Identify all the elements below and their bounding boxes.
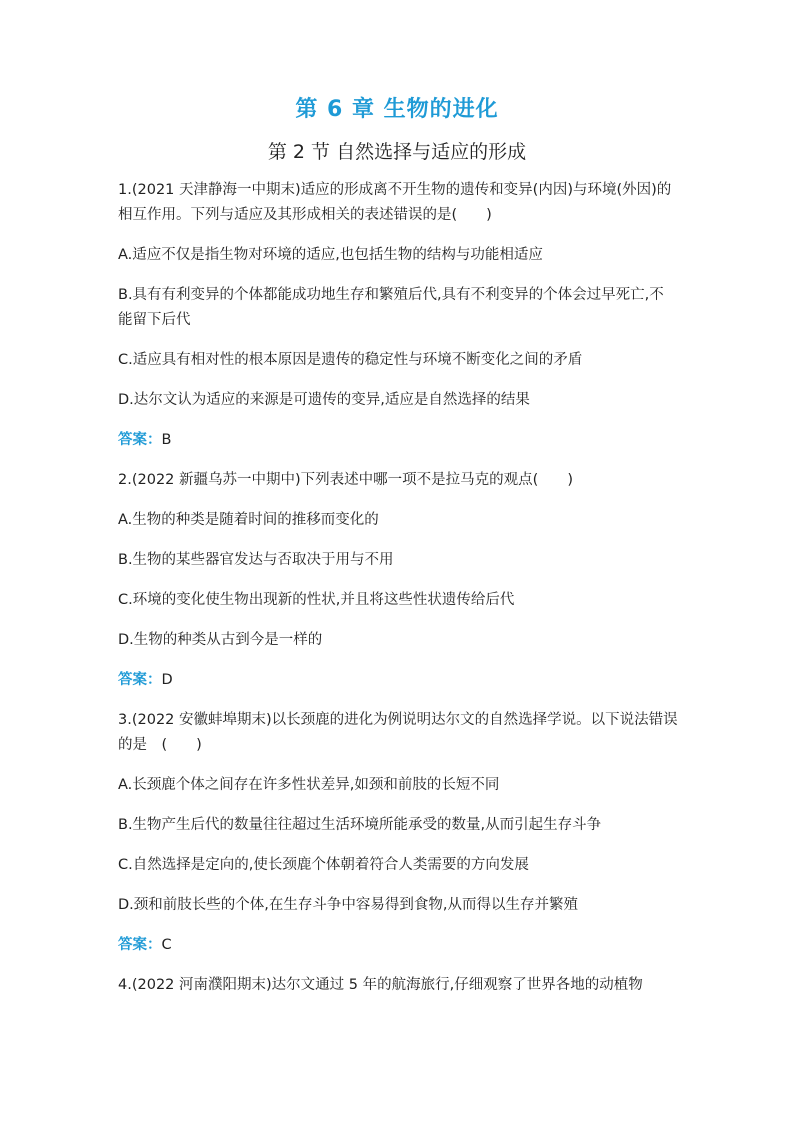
option-c: C.自然选择是定向的,使长颈鹿个体朝着符合人类需要的方向发展	[118, 857, 529, 873]
answer-value: C	[161, 937, 172, 953]
option-d: D.达尔文认为适应的来源是可遗传的变异,适应是自然选择的结果	[118, 392, 530, 408]
option-b: B.具有有利变异的个体都能成功地生存和繁殖后代,具有不利变异的个体会过早死亡,不能留下后代	[118, 287, 664, 328]
answer-line	[118, 933, 678, 958]
option-d: D.颈和前肢长些的个体,在生存斗争中容易得到食物,从而得以生存并繁殖	[118, 897, 578, 913]
question-1	[118, 178, 678, 453]
question-stem: 1.(2021 天津静海一中期末)适应的形成离不开生物的遗传和变异(内因)与环境(外因)的相互作用。下列与适应及其形成相关的表述错误的是( )	[118, 182, 672, 223]
option-a: A.长颈鹿个体之间存在许多性状差异,如颈和前肢的长短不同	[118, 777, 500, 793]
option-a: A.生物的种类是随着时间的推移而变化的	[118, 512, 379, 528]
question-stem: 3.(2022 安徽蚌埠期末)以长颈鹿的进化为例说明达尔文的自然选择学说。以下说法错误的是 ( )	[118, 712, 678, 753]
question-list	[118, 178, 678, 1013]
answer-value: B	[161, 432, 172, 448]
answer-label: 答案：	[118, 672, 162, 688]
option-b: B.生物产生后代的数量往往超过生活环境所能承受的数量,从而引起生存斗争	[118, 817, 602, 833]
option-c: C.适应具有相对性的根本原因是遗传的稳定性与环境不断变化之间的矛盾	[118, 352, 583, 368]
option-a: A.适应不仅是指生物对环境的适应,也包括生物的结构与功能相适应	[118, 247, 543, 263]
section-title: 第 2 节 自然选择与适应的形成	[267, 141, 527, 163]
answer-line	[118, 668, 678, 693]
question-4	[118, 973, 678, 998]
question-2	[118, 468, 678, 693]
chapter-title: 第 6 章 生物的进化	[295, 97, 499, 122]
answer-line	[118, 428, 678, 453]
question-3	[118, 708, 678, 958]
question-stem: 2.(2022 新疆乌苏一中期中)下列表述中哪一项不是拉马克的观点( )	[118, 472, 573, 488]
option-b: B.生物的某些器官发达与否取决于用与不用	[118, 552, 394, 568]
answer-label: 答案：	[118, 937, 162, 953]
answer-label: 答案：	[118, 432, 162, 448]
option-c: C.环境的变化使生物出现新的性状,并且将这些性状遗传给后代	[118, 592, 515, 608]
answer-value: D	[161, 672, 173, 688]
option-d: D.生物的种类从古到今是一样的	[118, 632, 323, 648]
question-stem: 4.(2022 河南濮阳期末)达尔文通过 5 年的航海旅行,仔细观察了世界各地的动植物	[118, 977, 643, 993]
